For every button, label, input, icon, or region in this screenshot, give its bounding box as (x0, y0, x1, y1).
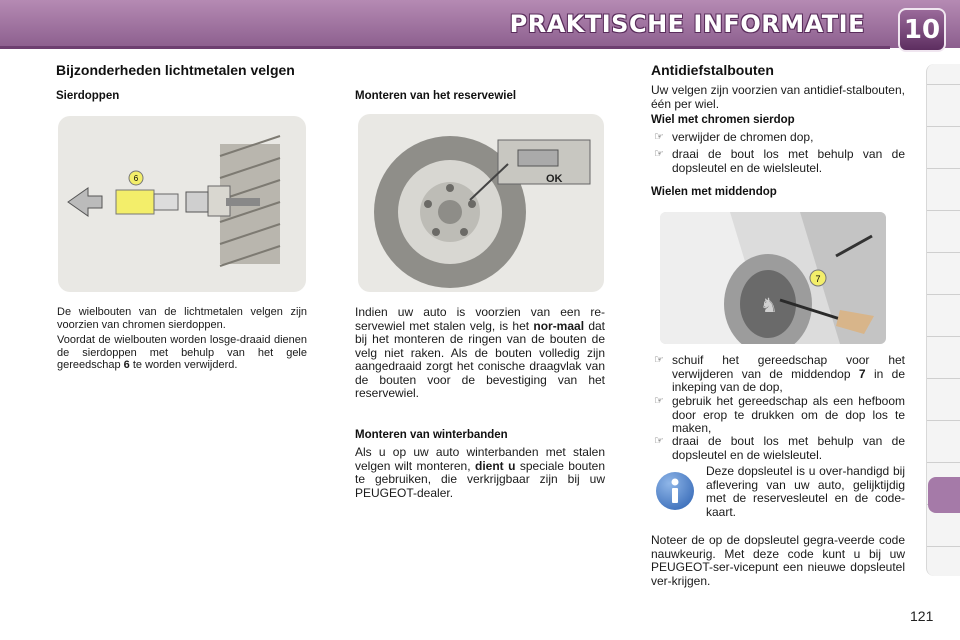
reservewiel-heading: Monteren van het reservewiel (355, 90, 517, 102)
header-divider (0, 46, 890, 49)
antidiefstal-intro: Uw velgen zijn voorzien van antidief-stalbouten, één per wiel. (651, 83, 905, 111)
middendop-bullet-2: ☞ gebruik het gereedschap als een hefboom door erop te drukken om de dop los te maken, (654, 394, 905, 435)
sierdoppen-paragraph-2: Voordat de wielbouten worden losge-draaid dienen de sierdoppen met behulp van het gele gereedschap 6 te worden verwijderd. (57, 334, 307, 371)
page-number: 121 (910, 608, 934, 624)
chapter-badge: 10 (898, 8, 946, 52)
pointer-icon: ☞ (654, 131, 664, 143)
info-note: Deze dopsleutel is u over-handigd bij aflevering van uw auto, gelijktijdig met de reservesleutel en de code-kaart. (706, 464, 905, 519)
middendop-illustration (660, 212, 886, 344)
middendop-bullet-3: ☞ draai de bout los met behulp van de dopsleutel en de wielsleutel. (654, 434, 905, 462)
sierdoppen-paragraph-1: De wielbouten van de lichtmetalen velgen zijn voorzien van chromen sierdoppen. (57, 306, 307, 331)
reservewiel-illustration (358, 114, 604, 292)
pointer-icon: ☞ (654, 395, 664, 407)
svg-text:♞: ♞ (760, 293, 778, 317)
chromen-bullet-1: ☞ verwijder de chromen dop, (654, 130, 814, 144)
dopsleutel-paragraph: Noteer de op de dopsleutel gegra-veerde code nauwkeurig. Met deze code kunt u bij uw PEUGEOT-ser-vicepunt een nieuwe dopsleutel ver-krijgen. (651, 533, 905, 588)
middendop-bullet-1: ☞ schuif het gereedschap voor het verwijderen van de middendop 7 in de inkeping van de dop, (654, 353, 905, 394)
pointer-icon: ☞ (654, 435, 664, 447)
figure-label-7: 7 (815, 274, 821, 284)
figure-label-6: 6 (133, 174, 139, 183)
chromen-bullet-2: ☞ draai de bout los met behulp van de dopsleutel en de wielsleutel. (654, 147, 905, 175)
winterbanden-paragraph: Als u op uw auto winterbanden met stalen velgen wilt monteren, dient u speciale bouten te gebruiken, die verkrijgbaar zijn bij uw PEUGEOT-dealer. (355, 445, 605, 500)
sierdop-illustration (58, 116, 306, 292)
figure-label-ok: OK (546, 173, 563, 185)
pointer-icon: ☞ (654, 148, 664, 160)
chromen-heading: Wiel met chromen sierdop (651, 114, 795, 126)
sierdoppen-heading: Sierdoppen (56, 90, 120, 102)
antidiefstal-heading: Antidiefstalbouten (651, 62, 774, 78)
pointer-icon: ☞ (654, 354, 664, 366)
active-chapter-tab[interactable] (928, 477, 960, 513)
section-title: PRAKTISCHE INFORMATIE (509, 10, 865, 38)
page-title: Bijzonderheden lichtmetalen velgen (56, 62, 295, 78)
info-icon (656, 472, 694, 510)
winterbanden-heading: Monteren van winterbanden (355, 429, 508, 441)
reservewiel-paragraph: Indien uw auto is voorzien van een re-servewiel met stalen velg, is het nor-maal dat bij het monteren de ringen van de bouten de velg niet raken. Als de bouten volledig zijn aangedraaid zorgt het conische draagvlak van de bouten voor de bevestiging van het reservewiel. (355, 305, 605, 400)
middendop-heading: Wielen met middendop (651, 186, 777, 198)
